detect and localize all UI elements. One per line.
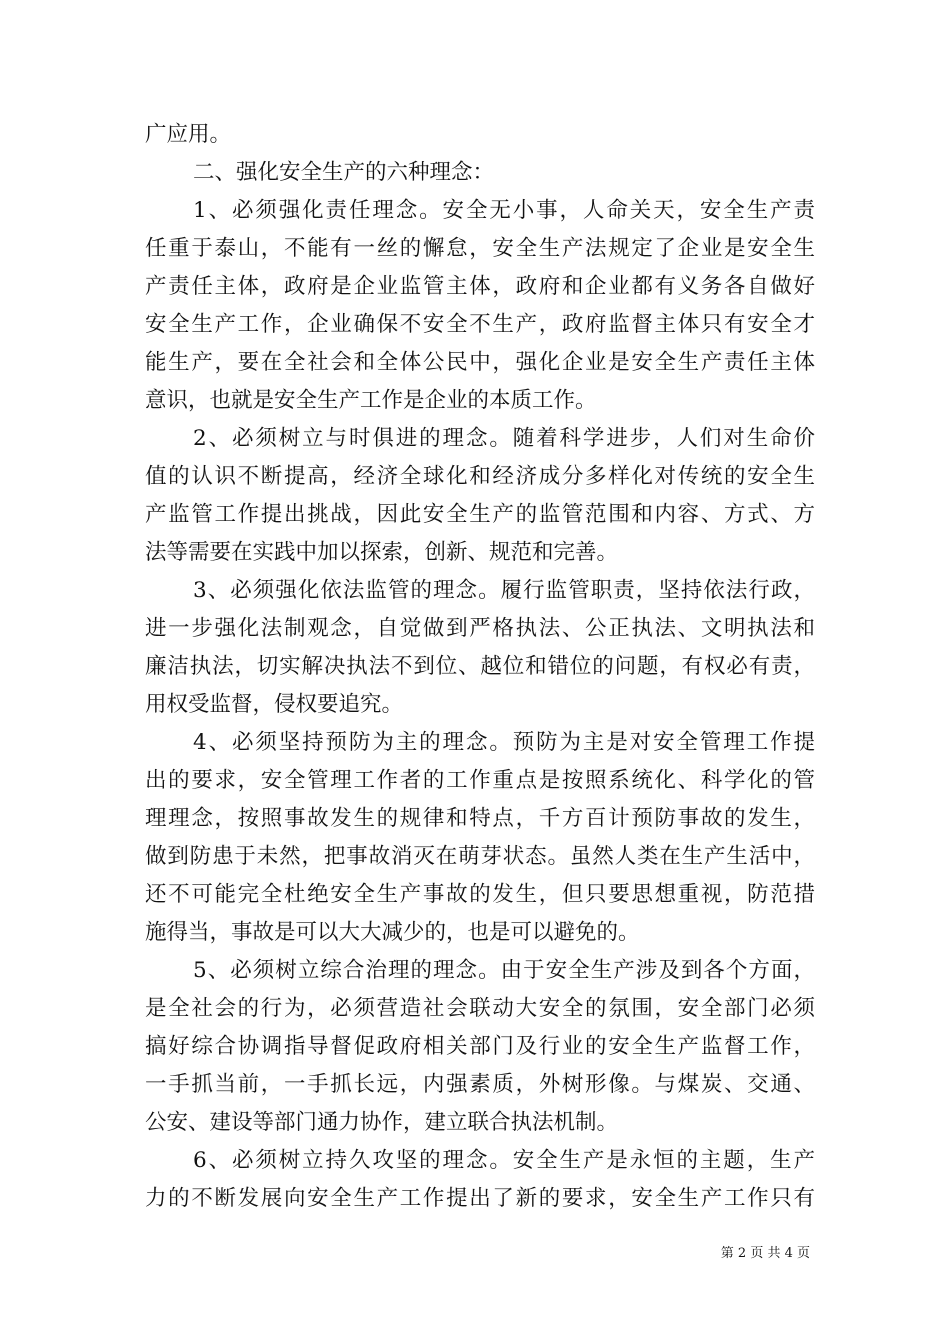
paragraph-1-line: 安全生产工作，企业确保不安全不生产，政府监督主体只有安全才 [145,312,815,337]
paragraph-5-line: 5、必须树立综合治理的理念。由于安全生产涉及到各个方面， [193,958,815,983]
paragraph-3-line: 进一步强化法制观念，自觉做到严格执法、公正执法、文明执法和 [145,616,815,641]
paragraph-6-line: 6、必须树立持久攻坚的理念。安全生产是永恒的主题，生产 [193,1148,815,1173]
paragraph-1-line: 产责任主体，政府是企业监管主体，政府和企业都有义务各自做好 [145,274,815,299]
paragraph-4-line: 理理念，按照事故发生的规律和特点，千方百计预防事故的发生， [145,806,815,831]
paragraph-4-line: 4、必须坚持预防为主的理念。预防为主是对安全管理工作提 [193,730,815,755]
paragraph-6-line: 力的不断发展向安全生产工作提出了新的要求，安全生产工作只有 [145,1186,815,1211]
paragraph-4-line: 做到防患于未然，把事故消灭在萌芽状态。虽然人类在生产生活中， [145,844,815,869]
paragraph-5-line: 公安、建设等部门通力协作，建立联合执法机制。 [145,1110,619,1135]
paragraph-1-line: 任重于泰山，不能有一丝的懈怠，安全生产法规定了企业是安全生 [145,236,815,261]
paragraph-4-line: 还不可能完全杜绝安全生产事故的发生，但只要思想重视，防范措 [145,882,815,907]
paragraph-4-line: 出的要求，安全管理工作者的工作重点是按照系统化、科学化的管 [145,768,815,793]
section-heading: 二、强化安全生产的六种理念： [193,160,495,185]
paragraph-2-line: 2、必须树立与时俱进的理念。随着科学进步，人们对生命价 [193,426,815,451]
paragraph-5-line: 搞好综合协调指导督促政府相关部门及行业的安全生产监督工作， [145,1034,815,1059]
paragraph-3-line: 用权受监督，侵权要追究。 [145,692,404,717]
paragraph-4-line: 施得当，事故是可以大大减少的，也是可以避免的。 [145,920,640,945]
paragraph-3-line: 廉洁执法，切实解决执法不到位、越位和错位的问题，有权必有责， [145,654,815,679]
paragraph-1-line: 能生产，要在全社会和全体公民中，强化企业是安全生产责任主体 [145,350,815,375]
paragraph-2-line: 值的认识不断提高，经济全球化和经济成分多样化对传统的安全生 [145,464,815,489]
paragraph-2-line: 产监管工作提出挑战，因此安全生产的监管范围和内容、方式、方 [145,502,815,527]
paragraph-2-line: 法等需要在实践中加以探索，创新、规范和完善。 [145,540,619,565]
paragraph-3-line: 3、必须强化依法监管的理念。履行监管职责，坚持依法行政， [193,578,815,603]
text-line: 广应用。 [145,122,232,147]
page-number-footer: 第 2 页 共 4 页 [720,1246,810,1261]
paragraph-5-line: 是全社会的行为，必须营造社会联动大安全的氛围，安全部门必须 [145,996,815,1021]
paragraph-1-line: 1、必须强化责任理念。安全无小事，人命关天，安全生产责 [193,198,815,223]
paragraph-5-line: 一手抓当前，一手抓长远，内强素质，外树形像。与煤炭、交通、 [145,1072,815,1097]
paragraph-1-line: 意识，也就是安全生产工作是企业的本质工作。 [145,388,597,413]
